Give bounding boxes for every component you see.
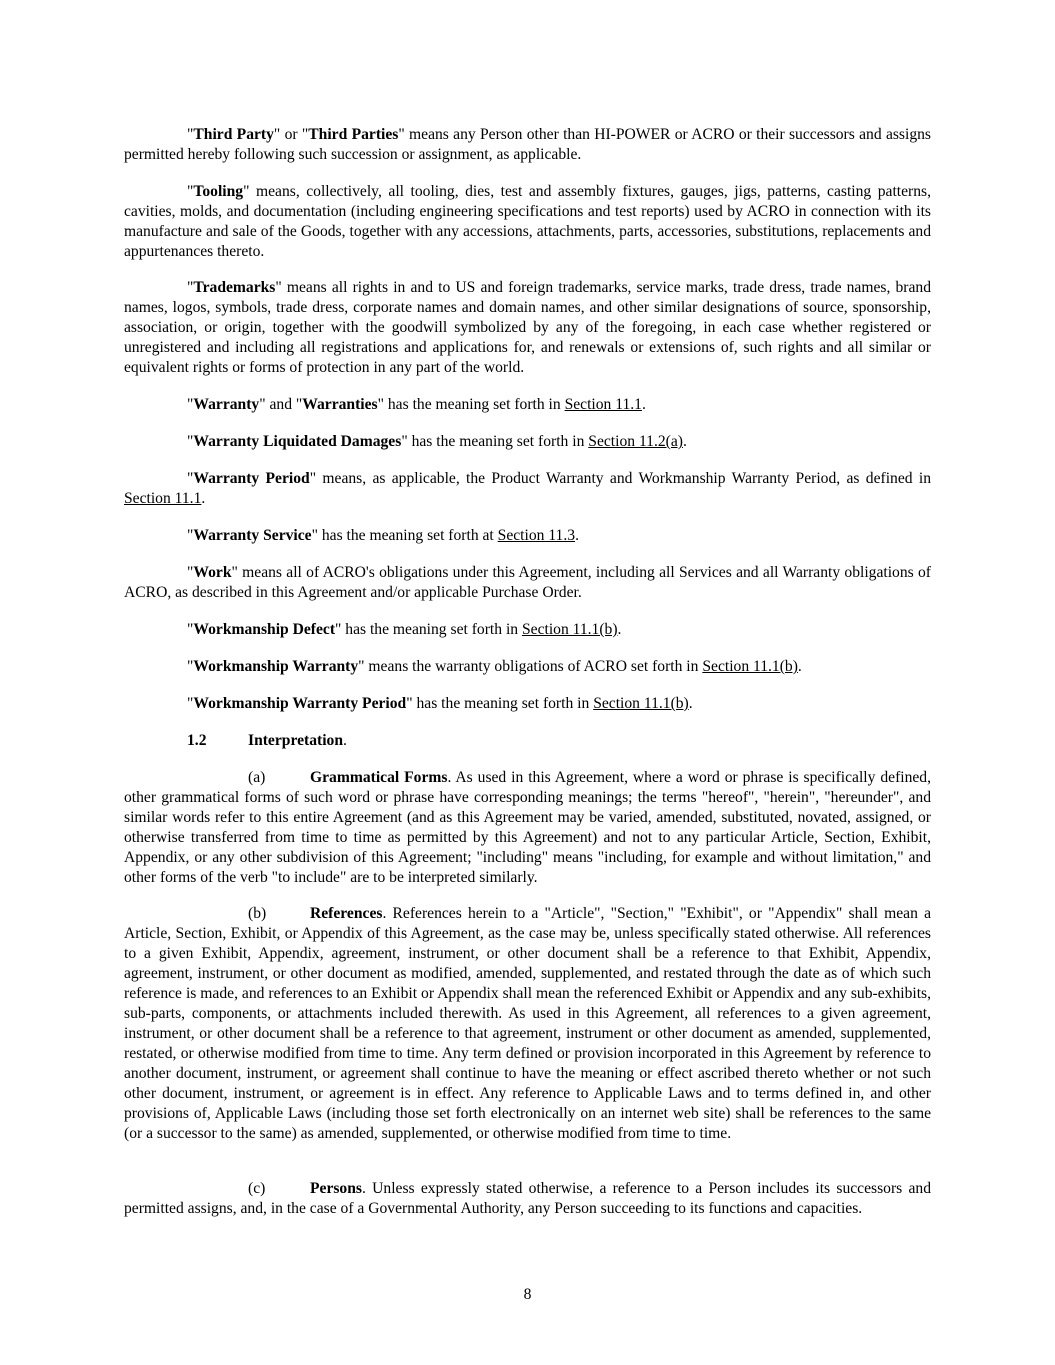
definition-warranty: "Warranty" and "Warranties" has the meaning set forth in Section 11.1.	[187, 396, 646, 413]
section-reference: Section 11.1	[124, 490, 202, 507]
defined-term: Warranty	[193, 396, 260, 413]
subsection-title: Persons	[310, 1180, 362, 1197]
page-number: 8	[523, 1286, 532, 1303]
defined-term: Work	[193, 564, 232, 581]
section-reference: Section 11.1(b)	[521, 621, 618, 638]
defined-term: Tooling	[193, 183, 244, 200]
definition-trademarks: "Trademarks" means all rights in and to US and foreign trademarks, service marks, trade dress, trade names, brand names, logos, symbols, trade dress, corporate names and domain names, and other similar designations of source, sponsorship, association, or origin, together with the goodwill symbolized by any of the foregoing, in each case whether registered or unregistered and including all registrations and applications for, and renewals or extensions of, such rights and all similar or equivalent rights or forms of protection in any part of the world.	[124, 279, 931, 376]
section-title: Interpretation	[248, 732, 343, 749]
defined-term: Warranty Liquidated Damages	[193, 433, 402, 450]
defined-term: Third Parties	[308, 126, 399, 143]
subsection-references: (b) References. References herein to a "Article", "Section," "Exhibit", or "Appendix" shall mean a Article, Section, Exhibit, or Appendix of this Agreement, as the case may be, unless specifically stated otherwise. All references to a given Exhibit, Appendix, agreement, instrument, or other document shall be a reference to that Exhibit, Appendix, agreement, instrument, or other document as modified, amended, supplemented, and restated through the date as of which such reference is made, and references to an Exhibit or Appendix shall mean the referenced Exhibit or Appendix and any sub-exhibits, sub-parts, components, or attachments included therewith. As used in this Agreement, all references to a given agreement, instrument, or other document shall be a reference to that agreement, instrument or other document as amended, supplemented, restated, or otherwise modified from time to time. Any term defined or provision incorporated in this Agreement by reference to another document, instrument, or agreement shall continue to have the meaning or effect ascribed thereto whether or not such other document, instrument, or agreement is in effect. Any reference to Applicable Laws and to terms defined in, and other provisions of, Applicable Laws (including those set forth electronically on an internet web site) shall be references to the same (or a successor to the same) as amended, supplemented, or otherwise modified from time to time.	[124, 905, 931, 1142]
section-reference: Section 11.3	[497, 527, 576, 544]
definition-work: "Work" means all of ACRO's obligations under this Agreement, including all Services and all Warranty obligations of ACRO, as described in this Agreement and/or applicable Purchase Order.	[124, 564, 931, 601]
subsection-persons: (c) Persons. Unless expressly stated otherwise, a reference to a Person includes its successors and permitted assigns, and, in the case of a Governmental Authority, any Person succeeding to its functions and capacities.	[124, 1180, 931, 1217]
defined-term: Workmanship Warranty	[193, 658, 359, 675]
subsection-title: Grammatical Forms	[310, 769, 448, 786]
definition-warranty-liquidated-damages: "Warranty Liquidated Damages" has the meaning set forth in Section 11.2(a).	[187, 433, 687, 450]
subsection-label: (b)	[248, 905, 267, 922]
definition-workmanship-warranty: "Workmanship Warranty" means the warranty obligations of ACRO set forth in Section 11.1(b).	[187, 658, 802, 675]
section-reference: Section 11.1(b)	[593, 695, 689, 712]
defined-term: Warranty Period	[193, 470, 310, 487]
defined-term: Trademarks	[193, 279, 276, 296]
definition-warranty-period: "Warranty Period" means, as applicable, the Product Warranty and Workmanship Warranty Period, as defined in Section 11.1.	[124, 470, 931, 507]
section-reference: Section 11.1	[564, 396, 642, 413]
defined-term: Warranty Service	[193, 527, 312, 544]
section-number: 1.2	[187, 732, 207, 749]
subsection-grammatical-forms: (a) Grammatical Forms. As used in this Agreement, where a word or phrase is specifically defined, other grammatical forms of such word or phrase have corresponding meanings; the terms "hereof", "herein", "hereunder", and similar words refer to this entire Agreement (and as this Agreement may be varied, amended, substituted, novated, assigned, or otherwise transferred from time to time as permitted by this Agreement) and not to any particular Article, Section, Exhibit, Appendix, or any other subdivision of this Agreement; "including" means "including, for example and without limitation," and other forms of the verb "to include" are to be interpreted similarly.	[124, 769, 932, 886]
defined-term: Workmanship Warranty Period	[193, 695, 407, 712]
subsection-label: (c)	[248, 1180, 266, 1197]
definition-third-party: "Third Party" or "Third Parties" means any Person other than HI-POWER or ACRO or their successors and assigns permitted hereby following such succession or assignment, as applicable.	[124, 126, 931, 163]
section-reference: Section 11.2(a)	[588, 433, 683, 450]
definition-workmanship-defect: "Workmanship Defect" has the meaning set forth in Section 11.1(b).	[187, 621, 622, 638]
defined-term: Third Party	[193, 126, 274, 143]
defined-term: Warranties	[302, 396, 378, 413]
subsection-title: References	[310, 905, 383, 922]
subsection-label: (a)	[248, 769, 266, 786]
definition-warranty-service: "Warranty Service" has the meaning set forth at Section 11.3.	[187, 527, 579, 544]
definition-tooling: "Tooling" means, collectively, all tooling, dies, test and assembly fixtures, gauges, jigs, patterns, casting patterns, cavities, molds, and documentation (including engineering specifications and test reports) used by ACRO in connection with its manufacture and sale of the Goods, together with any accessions, attachments, parts, accessories, substitutions, replacements and appurtenances thereto.	[124, 183, 931, 260]
definition-workmanship-warranty-period: "Workmanship Warranty Period" has the meaning set forth in Section 11.1(b).	[187, 695, 693, 712]
section-heading: 1.2 Interpretation.	[187, 732, 347, 749]
section-reference: Section 11.1(b)	[702, 658, 798, 675]
defined-term: Workmanship Defect	[193, 621, 336, 638]
